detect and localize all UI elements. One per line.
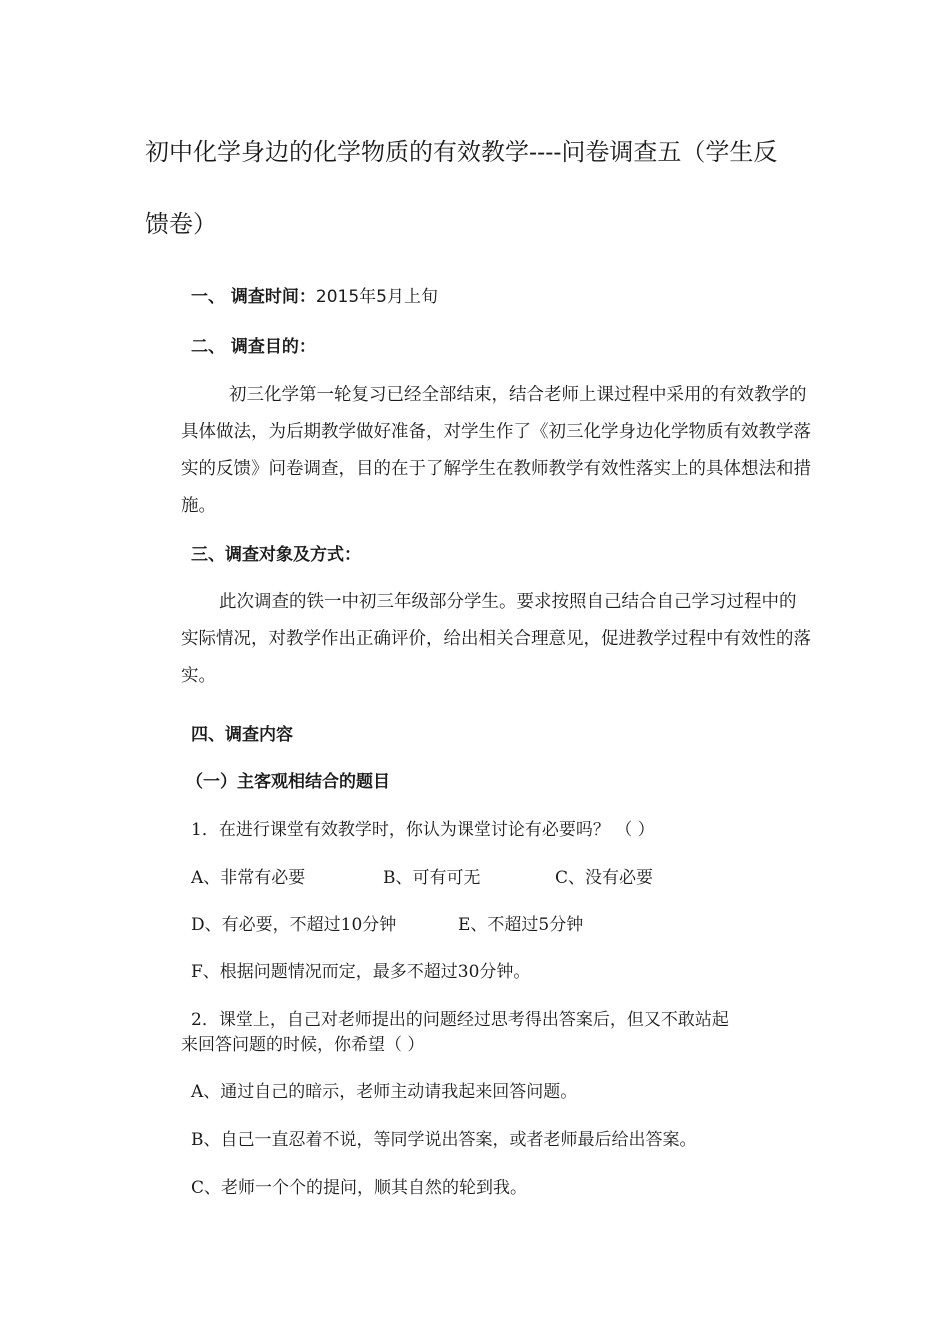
section-survey-subject: 三、调查对象及方式： [191, 545, 361, 565]
question-2-option-a: A、通过自己的暗示，老师主动请我起来回答问题。 [191, 1082, 578, 1102]
subsection-mixed-questions: （一）主客观相结合的题目 [186, 772, 390, 792]
question-2-line-2: 来回答问题的时候，你希望（ ） [181, 1035, 425, 1055]
question-1-option-b: B、可有可无 [383, 868, 481, 888]
question-2-option-c: C、老师一个个的提问，顺其自然的轮到我。 [191, 1178, 528, 1198]
question-1-option-d: D、有必要，不超过10分钟 [191, 915, 397, 935]
question-2-option-b: B、自己一直忍着不说，等同学说出答案，或者老师最后给出答案。 [191, 1130, 697, 1150]
section-survey-time [191, 287, 438, 307]
question-2-line-1: 2．课堂上，自己对老师提出的问题经过思考得出答案后，但又不敢站起 [191, 1010, 729, 1030]
section-survey-content: 四、调查内容 [191, 725, 293, 745]
question-1-option-a: A、非常有必要 [191, 868, 306, 888]
question-1-option-e: E、不超过5分钟 [458, 915, 584, 935]
question-1-option-f: F、根据问题情况而定，最多不超过30分钟。 [191, 962, 531, 982]
section-survey-purpose: 二、 调查目的： [191, 337, 316, 357]
subject-paragraph: 此次调查的铁一中初三年级部分学生。要求按照自己结合自己学习过程中的实际情况，对教学作出正确评价，给出相关合理意见，促进教学过程中有效性的落实。 [181, 592, 811, 686]
document-title-line-2: 馈卷） [145, 210, 217, 238]
section-survey-time-value: 2015年5月上旬 [315, 287, 439, 307]
question-1-option-c: C、没有必要 [555, 868, 654, 888]
document-title-line-1: 初中化学身边的化学物质的有效教学----问卷调查五（学生反 [145, 138, 778, 166]
question-1: 1．在进行课堂有效教学时，你认为课堂讨论有必要吗？ （ ） [191, 820, 655, 840]
section-survey-time-label: 一、 调查时间： [191, 287, 316, 307]
purpose-paragraph: 初三化学第一轮复习已经全部结束，结合老师上课过程中采用的有效教学的具体做法，为后期教学做好准备，对学生作了《初三化学身边化学物质有效教学落实的反馈》问卷调查，目的在于了解学生在教师教学有效性落实上的具体想法和措施。 [181, 385, 811, 516]
